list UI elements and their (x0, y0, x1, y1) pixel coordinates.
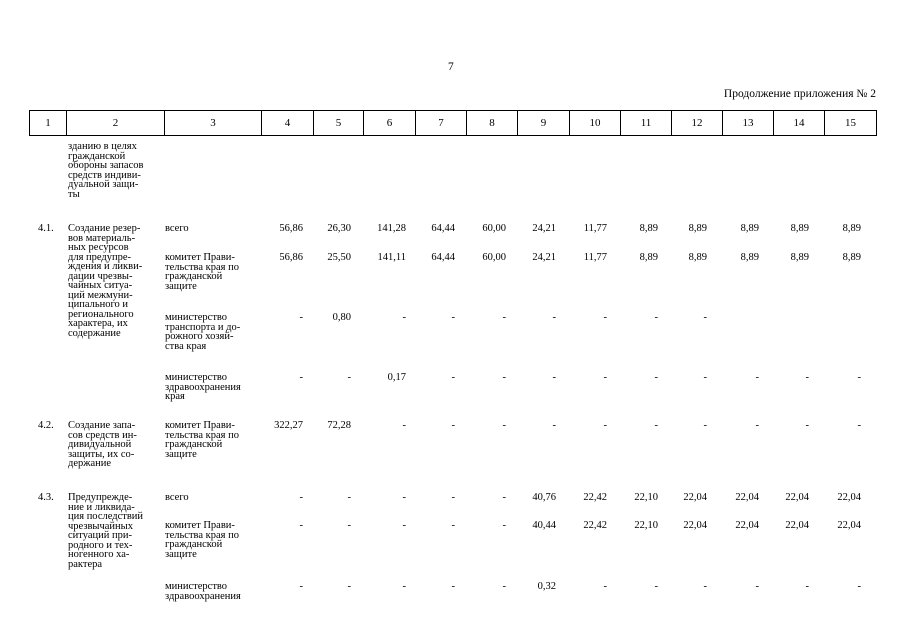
value-cell: 141,11 (377, 252, 406, 263)
header-cell: 14 (774, 111, 825, 136)
value-cell: 40,44 (532, 520, 556, 531)
header-cell: 5 (314, 111, 364, 136)
value-cell: - (451, 372, 455, 383)
value-cell: - (703, 312, 707, 323)
header-cell: 4 (262, 111, 314, 136)
value-cell: - (299, 581, 303, 592)
value-cell: 56,86 (279, 252, 303, 263)
value-cell: - (654, 581, 658, 592)
value-cell: - (857, 420, 861, 431)
header-cell: 8 (467, 111, 518, 136)
value-cell: 8,89 (842, 252, 861, 263)
row-number: 4.3. (38, 492, 54, 503)
header-cell: 7 (416, 111, 467, 136)
value-cell: 56,86 (279, 223, 303, 234)
value-cell: - (402, 492, 406, 503)
value-cell: - (299, 520, 303, 531)
value-cell: - (755, 581, 759, 592)
value-cell: 322,27 (274, 420, 303, 431)
row-number: 4.2. (38, 420, 54, 431)
row-name: Создание запа- сов средств ин- дивидуальной защиты, их со- держание (68, 420, 137, 469)
value-cell: - (805, 372, 809, 383)
value-cell: - (857, 372, 861, 383)
value-cell: 26,30 (327, 223, 351, 234)
value-cell: 22,10 (634, 520, 658, 531)
executor-label: министерство здравоохранения края (165, 372, 241, 402)
executor-label: комитет Прави- тельства края по гражданской защите (165, 252, 239, 292)
value-cell: - (502, 420, 506, 431)
header-cell: 1 (30, 111, 67, 136)
header-table (29, 110, 877, 136)
executor-label: комитет Прави- тельства края по гражданской защите (165, 420, 239, 460)
value-cell: - (402, 581, 406, 592)
value-cell: - (402, 312, 406, 323)
value-cell: 22,04 (785, 520, 809, 531)
value-cell: 0,80 (332, 312, 351, 323)
executor-label: министерство транспорта и до- рожного хозяй- ства края (165, 312, 241, 352)
value-cell: 64,44 (431, 252, 455, 263)
value-cell: - (552, 372, 556, 383)
value-cell: - (347, 372, 351, 383)
value-cell: - (703, 372, 707, 383)
value-cell: 24,21 (532, 223, 556, 234)
page-number: 7 (448, 61, 454, 73)
header-cell: 2 (67, 111, 165, 136)
value-cell: - (402, 420, 406, 431)
header-cell: 3 (165, 111, 262, 136)
value-cell: - (451, 581, 455, 592)
header-cell: 6 (364, 111, 416, 136)
value-cell: - (755, 420, 759, 431)
value-cell: 60,00 (482, 252, 506, 263)
value-cell: 8,89 (688, 252, 707, 263)
value-cell: 22,10 (634, 492, 658, 503)
value-cell: - (703, 420, 707, 431)
value-cell: - (502, 520, 506, 531)
value-cell: - (502, 312, 506, 323)
value-cell: 8,89 (790, 252, 809, 263)
value-cell: - (857, 581, 861, 592)
value-cell: 22,04 (837, 492, 861, 503)
value-cell: 22,04 (683, 520, 707, 531)
row-number: 4.1. (38, 223, 54, 234)
value-cell: - (654, 372, 658, 383)
value-cell: - (603, 312, 607, 323)
value-cell: - (299, 372, 303, 383)
value-cell: - (703, 581, 707, 592)
value-cell: 60,00 (482, 223, 506, 234)
header-cell: 15 (825, 111, 877, 136)
header-cell: 11 (621, 111, 672, 136)
header-cell: 13 (723, 111, 774, 136)
value-cell: 22,42 (583, 520, 607, 531)
value-cell: - (502, 581, 506, 592)
value-cell: - (654, 312, 658, 323)
value-cell: 8,89 (639, 252, 658, 263)
value-cell: - (603, 420, 607, 431)
value-cell: 22,04 (735, 520, 759, 531)
value-cell: - (451, 520, 455, 531)
value-cell: - (755, 372, 759, 383)
header-cell: 9 (518, 111, 570, 136)
value-cell: 64,44 (431, 223, 455, 234)
value-cell: 72,28 (327, 420, 351, 431)
value-cell: 40,76 (532, 492, 556, 503)
value-cell: - (603, 581, 607, 592)
value-cell: - (402, 520, 406, 531)
value-cell: 0,32 (537, 581, 556, 592)
row-name: зданию в целях гражданской обороны запасов средств индиви- дуальной защи- ты (68, 141, 144, 200)
value-cell: - (805, 581, 809, 592)
value-cell: 22,04 (735, 492, 759, 503)
value-cell: 8,89 (740, 223, 759, 234)
value-cell: - (805, 420, 809, 431)
value-cell: - (552, 420, 556, 431)
value-cell: - (603, 372, 607, 383)
value-cell: 22,04 (837, 520, 861, 531)
value-cell: 11,77 (583, 252, 607, 263)
value-cell: 25,50 (327, 252, 351, 263)
value-cell: - (654, 420, 658, 431)
value-cell: - (299, 312, 303, 323)
value-cell: 8,89 (842, 223, 861, 234)
value-cell: - (299, 492, 303, 503)
value-cell: 11,77 (583, 223, 607, 234)
value-cell: - (451, 312, 455, 323)
executor-label: министерство здравоохранения (165, 581, 241, 602)
executor-label: всего (165, 492, 189, 503)
value-cell: 8,89 (639, 223, 658, 234)
executor-label: комитет Прави- тельства края по гражданской защите (165, 520, 239, 560)
header-cell: 10 (570, 111, 621, 136)
page-subtitle: Продолжение приложения № 2 (723, 88, 876, 100)
value-cell: - (502, 492, 506, 503)
executor-label: всего (165, 223, 189, 234)
value-cell: 8,89 (688, 223, 707, 234)
value-cell: - (451, 492, 455, 503)
value-cell: - (552, 312, 556, 323)
value-cell: 22,04 (785, 492, 809, 503)
row-name: Предупрежде- ние и ликвида- ция последствий чрезвычайных ситуаций при- родного и тех- ногенного ха- рактера (68, 492, 144, 570)
value-cell: 0,17 (387, 372, 406, 383)
value-cell: - (347, 581, 351, 592)
value-cell: 22,42 (583, 492, 607, 503)
value-cell: - (347, 520, 351, 531)
value-cell: - (502, 372, 506, 383)
value-cell: - (347, 492, 351, 503)
row-name: Создание резер- вов материаль- ных ресурсов для предупре- ждения и ликви- дации чрезвы- чайных ситуа- ций межмуни- ципального и регионального характера, их содержание (68, 223, 143, 339)
header-cell: 12 (672, 111, 723, 136)
value-cell: 24,21 (532, 252, 556, 263)
value-cell: 8,89 (740, 252, 759, 263)
value-cell: 8,89 (790, 223, 809, 234)
value-cell: 22,04 (683, 492, 707, 503)
value-cell: 141,28 (377, 223, 406, 234)
value-cell: - (451, 420, 455, 431)
